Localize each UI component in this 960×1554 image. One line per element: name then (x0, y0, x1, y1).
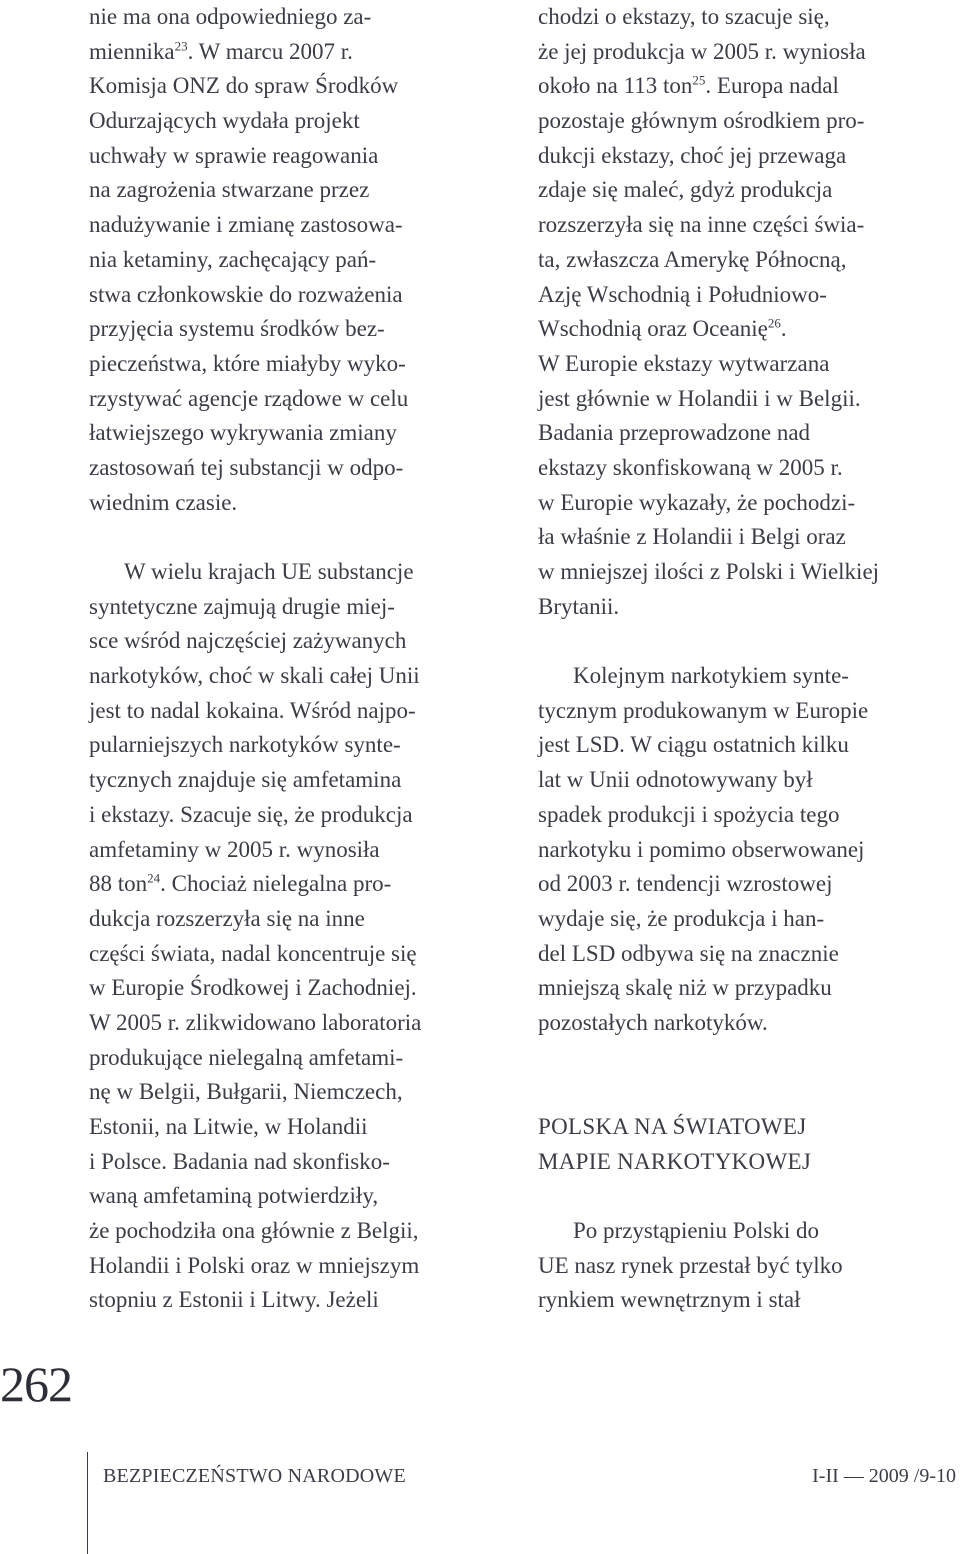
text-line: jest LSD. W ciągu ostatnich kilku (538, 732, 849, 758)
text-line: nia ketaminy, zachęcający pań- (89, 246, 377, 272)
text-line: W Europie ekstazy wytwarzana (538, 350, 830, 376)
text-line: około na 113 ton$^{25}$. Europa nadal (538, 72, 839, 99)
text-line: stwa członkowskie do rozważenia (89, 281, 403, 307)
text-line: nie ma ona odpowiedniego za- (89, 4, 372, 29)
text-line: Badania przeprowadzone nad (538, 420, 811, 446)
text-line: UE nasz rynek przestał być tylko (538, 1252, 843, 1278)
text-line: nę w Belgii, Bułgarii, Niemczech, (89, 1079, 403, 1105)
page-number: 262 (0, 1356, 72, 1412)
text-line: w mniejszej ilości z Polski i Wielkiej (538, 559, 880, 584)
text-line: ła właśnie z Holandii i Belgi oraz (538, 524, 846, 550)
text-line: rozszerzyła się na inne części świa- (538, 212, 865, 238)
text-line: W wielu krajach UE substancje (124, 559, 414, 584)
paragraph-gap (89, 520, 519, 555)
text-line: części świata, nadal koncentruje się (89, 940, 417, 966)
text-line: narkotyków, choć w skali całej Unii (89, 663, 420, 689)
text-line: rzystywać agencje rządowe w celu (89, 385, 409, 411)
text-line: przyjęcia systemu środków bez- (89, 316, 385, 342)
text-line: produkujące nielegalną amfetami- (89, 1044, 404, 1070)
text-line: zastosowań tej substancji w odpo- (89, 454, 404, 480)
text-line: w Europie wykazały, że pochodzi- (538, 489, 856, 515)
issue-number: I-II — 2009 /9-10 (812, 1465, 956, 1487)
text-line: jest głównie w Holandii i w Belgii. (538, 385, 861, 411)
text-line: Brytanii. (538, 593, 620, 619)
text-line: zdaje się maleć, gdyż produkcja (538, 177, 833, 203)
text-line: Holandii i Polski oraz w mniejszym (89, 1252, 420, 1278)
footnote-ref: 25 (692, 72, 706, 88)
text-line: 88 ton$^{24}$. Chociaż nielegalna pro- (89, 870, 392, 897)
text-line: dukcji ekstazy, choć jej przewaga (538, 142, 847, 168)
text-line: Po przystąpieniu Polski do (573, 1218, 819, 1244)
text-line: miennika$^{23}$. W marcu 2007 r. (89, 38, 353, 64)
text-line: rynkiem wewnętrznym i stał (538, 1287, 801, 1313)
text-line: syntetyczne zajmują drugie miej- (89, 593, 395, 619)
section-heading: POLSKA NA ŚWIATOWEJ (538, 1114, 807, 1139)
text-line: jest to nadal kokaina. Wśród najpo- (89, 697, 416, 723)
text-line: tycznych znajduje się amfetamina (89, 767, 402, 793)
paragraph-gap (538, 1075, 960, 1110)
text-line: del LSD odbywa się na znacznie (538, 940, 839, 966)
text-line: chodzi o ekstazy, to szacuje się, (538, 4, 830, 29)
text-line: waną amfetaminą potwierdziły, (89, 1183, 379, 1209)
text-line: tycznym produkowanym w Europie (538, 697, 869, 723)
text-line: Odurzających wydała projekt (89, 108, 360, 134)
text-line: stopniu z Estonii i Litwy. Jeżeli (89, 1287, 379, 1313)
text-line: sce wśród najczęściej zażywanych (89, 628, 407, 654)
text-line: i Polsce. Badania nad skonfisko- (89, 1148, 390, 1174)
text-line: że pochodziła ona głównie z Belgii, (89, 1218, 419, 1244)
right-column (538, 0, 960, 1318)
paragraph-gap (538, 1179, 960, 1214)
text-line: uchwały w sprawie reagowania (89, 142, 379, 168)
text-line: lat w Unii odnotowywany był (538, 767, 813, 793)
footnote-ref: 26 (767, 315, 781, 331)
text-line: wiednim czasie. (89, 489, 238, 515)
paragraph-gap (538, 1041, 960, 1076)
text-line: Wschodnią oraz Oceanię$^{26}$. (538, 315, 787, 342)
text-line: pieczeństwa, które miałyby wyko- (89, 350, 406, 376)
text-line: nadużywanie i zmianę zastosowa- (89, 212, 403, 238)
text-line: łatwiejszego wykrywania zmiany (89, 420, 397, 446)
text-line: Komisja ONZ do spraw Środków (89, 73, 399, 99)
text-line: od 2003 r. tendencji wzrostowej (538, 871, 833, 897)
text-line: pozostaje głównym ośrodkiem pro- (538, 108, 865, 134)
footer-divider (87, 1452, 88, 1554)
text-line: ta, zwłaszcza Amerykę Północną, (538, 246, 847, 272)
text-line: w Europie Środkowej i Zachodniej. (89, 975, 417, 1001)
text-line: wydaje się, że produkcja i han- (538, 905, 825, 931)
text-line: pularniejszych narkotyków synte- (89, 732, 401, 758)
section-heading: MAPIE NARKOTYKOWEJ (538, 1148, 812, 1174)
left-column (89, 0, 519, 1318)
text-line: Estonii, na Litwie, w Holandii (89, 1114, 368, 1139)
footnote-ref: 24 (147, 870, 161, 886)
footnote-ref: 23 (174, 38, 188, 54)
text-line: na zagrożenia stwarzane przez (89, 177, 370, 203)
text-line: pozostałych narkotyków. (538, 1009, 768, 1035)
text-line: spadek produkcji i spożycia tego (538, 801, 840, 827)
text-line: dukcja rozszerzyła się na inne (89, 905, 365, 931)
text-line: mniejszą skalę niż w przypadku (538, 975, 832, 1001)
text-line: amfetaminy w 2005 r. wynosiła (89, 836, 380, 862)
text-line: ekstazy skonfiskowaną w 2005 r. (538, 454, 843, 480)
text-line: W 2005 r. zlikwidowano laboratoria (89, 1009, 422, 1035)
text-line: że jej produkcja w 2005 r. wyniosła (538, 38, 866, 64)
text-line: narkotyku i pomimo obserwowanej (538, 836, 865, 862)
journal-name: BEZPIECZEŃSTWO NARODOWE (103, 1465, 406, 1487)
text-line: i ekstazy. Szacuje się, że produkcja (89, 801, 413, 827)
paragraph-gap (538, 624, 960, 659)
text-line: Kolejnym narkotykiem synte- (573, 663, 849, 689)
text-line: Azję Wschodnią i Południowo- (538, 281, 827, 307)
